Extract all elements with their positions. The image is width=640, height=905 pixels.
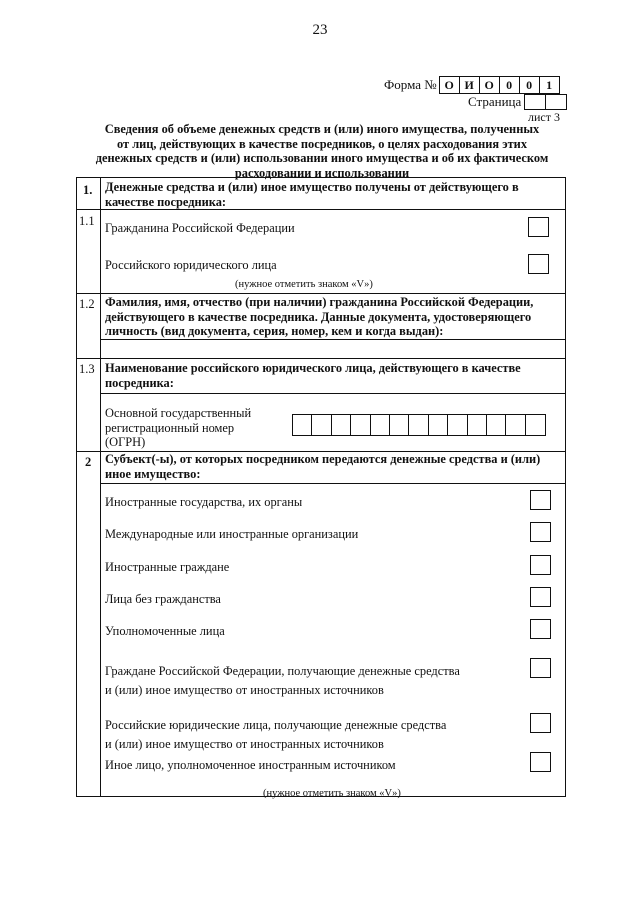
option-checkbox[interactable] <box>530 555 551 575</box>
section-title <box>105 295 563 339</box>
form-code-cells <box>439 76 560 94</box>
option-label: Иное лицо, уполномоченное иностранным источником <box>105 758 396 772</box>
page-field-box[interactable] <box>546 94 567 110</box>
section-title <box>105 361 563 390</box>
form-code-cell: 1 <box>546 77 553 92</box>
ogrn-digit-cell[interactable] <box>468 415 487 435</box>
form-code-cell: 0 <box>520 77 540 93</box>
heading-line: денежных средств и (или) использовании иного имущества и об их фактическом <box>95 151 549 165</box>
table-row-divider <box>76 209 566 210</box>
section-title-line: качестве посредника: <box>105 194 227 209</box>
section-title <box>105 180 563 209</box>
option-label: Российского юридического лица <box>105 258 277 272</box>
section-title-line: посредника: <box>105 375 174 390</box>
section-title-line: личность (вид документа, серия, номер, кем и когда выдан): <box>105 324 444 338</box>
option-label-line: и (или) иное имущество от иностранных источников <box>105 683 384 697</box>
form-code <box>384 76 560 93</box>
section-title-line: иное имущество: <box>105 466 201 481</box>
option-checkbox[interactable] <box>530 713 551 733</box>
mark-note: (нужное отметить знаком «V») <box>263 788 401 799</box>
table-row-divider <box>100 393 566 394</box>
option-checkbox[interactable] <box>530 619 551 639</box>
option-label: Иностранные государства, их органы <box>105 495 303 509</box>
ogrn-digit-cell[interactable] <box>429 415 448 435</box>
ogrn-label-line: регистрационный номер <box>105 420 235 435</box>
option-checkbox[interactable] <box>530 522 551 542</box>
subsection-number: 1.1 <box>79 214 95 228</box>
form-code-cell: И <box>460 77 480 93</box>
ogrn-digit-cell[interactable] <box>448 415 467 435</box>
ogrn-digit-cell[interactable] <box>390 415 409 435</box>
page-field-label: Страница <box>468 94 522 109</box>
ogrn-digit-cell[interactable] <box>332 415 351 435</box>
section-number: 1. <box>83 183 93 197</box>
heading-line: расходовании и использовании <box>234 165 410 180</box>
option-label: Лица без гражданства <box>105 592 221 606</box>
section-title-line: действующего в качестве посредника. Данные документа, удостоверяющего <box>105 309 532 324</box>
ogrn-label-line: (ОГРН) <box>105 435 146 449</box>
option-checkbox[interactable] <box>530 587 551 607</box>
option-label: Иностранные граждане <box>105 560 230 574</box>
section-title-line: Денежные средства и (или) иное имущество получены от действующего в <box>105 180 519 194</box>
form-code-cell: 0 <box>500 77 520 93</box>
ogrn-label <box>105 406 251 450</box>
option-checkbox[interactable] <box>530 490 551 510</box>
ogrn-digit-cell[interactable] <box>506 415 525 435</box>
section-number: 2 <box>85 455 92 469</box>
sheet-label: лист 3 <box>528 110 560 124</box>
ogrn-input-cells[interactable] <box>292 414 546 436</box>
table-row-divider <box>100 483 566 484</box>
form-code-cell: О <box>480 77 500 93</box>
subsection-number: 1.3 <box>79 362 95 376</box>
ogrn-digit-cell[interactable] <box>351 415 370 435</box>
table-row-divider <box>100 339 566 340</box>
heading-line: от лиц, действующих в качестве посредников, о целях расходования этих <box>116 136 528 151</box>
document-heading <box>80 122 564 180</box>
option-label-line: Граждане Российской Федерации, получающие денежные средства <box>105 664 460 678</box>
option-label <box>105 716 446 754</box>
section-title-line: Наименование российского юридического лица, действующего в качестве <box>105 361 521 375</box>
option-checkbox[interactable] <box>530 658 551 678</box>
ogrn-digit-cell[interactable] <box>487 415 506 435</box>
section-title-line: Фамилия, имя, отчество (при наличии) гражданина Российской Федерации, <box>105 295 534 309</box>
heading-line: Сведения об объеме денежных средств и (или) иного имущества, полученных <box>104 122 540 136</box>
option-label: Международные или иностранные организации <box>105 527 359 541</box>
form-label: Форма № <box>384 76 437 92</box>
ogrn-digit-cell[interactable] <box>526 415 545 435</box>
ogrn-digit-cell[interactable] <box>293 415 312 435</box>
mark-note: (нужное отметить знаком «V») <box>235 279 373 290</box>
form-code-cell: О <box>440 77 460 93</box>
subsection-number: 1.2 <box>79 297 95 311</box>
ogrn-digit-cell[interactable] <box>312 415 331 435</box>
table-row-divider <box>76 358 566 359</box>
option-label-line: Российские юридические лица, получающие денежные средства <box>105 718 447 732</box>
option-label: Уполномоченные лица <box>105 624 225 638</box>
table-column-divider <box>100 177 101 797</box>
ogrn-digit-cell[interactable] <box>371 415 390 435</box>
ogrn-label-line: Основной государственный <box>105 406 252 420</box>
option-label-line: и (или) иное имущество от иностранных источников <box>105 737 384 751</box>
page-number: 23 <box>312 22 328 38</box>
option-checkbox[interactable] <box>528 254 549 274</box>
table-row-divider <box>76 293 566 294</box>
ogrn-digit-cell[interactable] <box>409 415 428 435</box>
option-label <box>105 662 460 700</box>
section-title <box>105 452 563 481</box>
option-checkbox[interactable] <box>530 752 551 772</box>
section-title-line: Субъект(-ы), от которых посредником передаются денежные средства и (или) <box>105 452 541 466</box>
page-field <box>468 94 567 110</box>
option-checkbox[interactable] <box>528 217 549 237</box>
option-label: Гражданина Российской Федерации <box>105 221 295 235</box>
page-field-box[interactable] <box>524 94 546 110</box>
